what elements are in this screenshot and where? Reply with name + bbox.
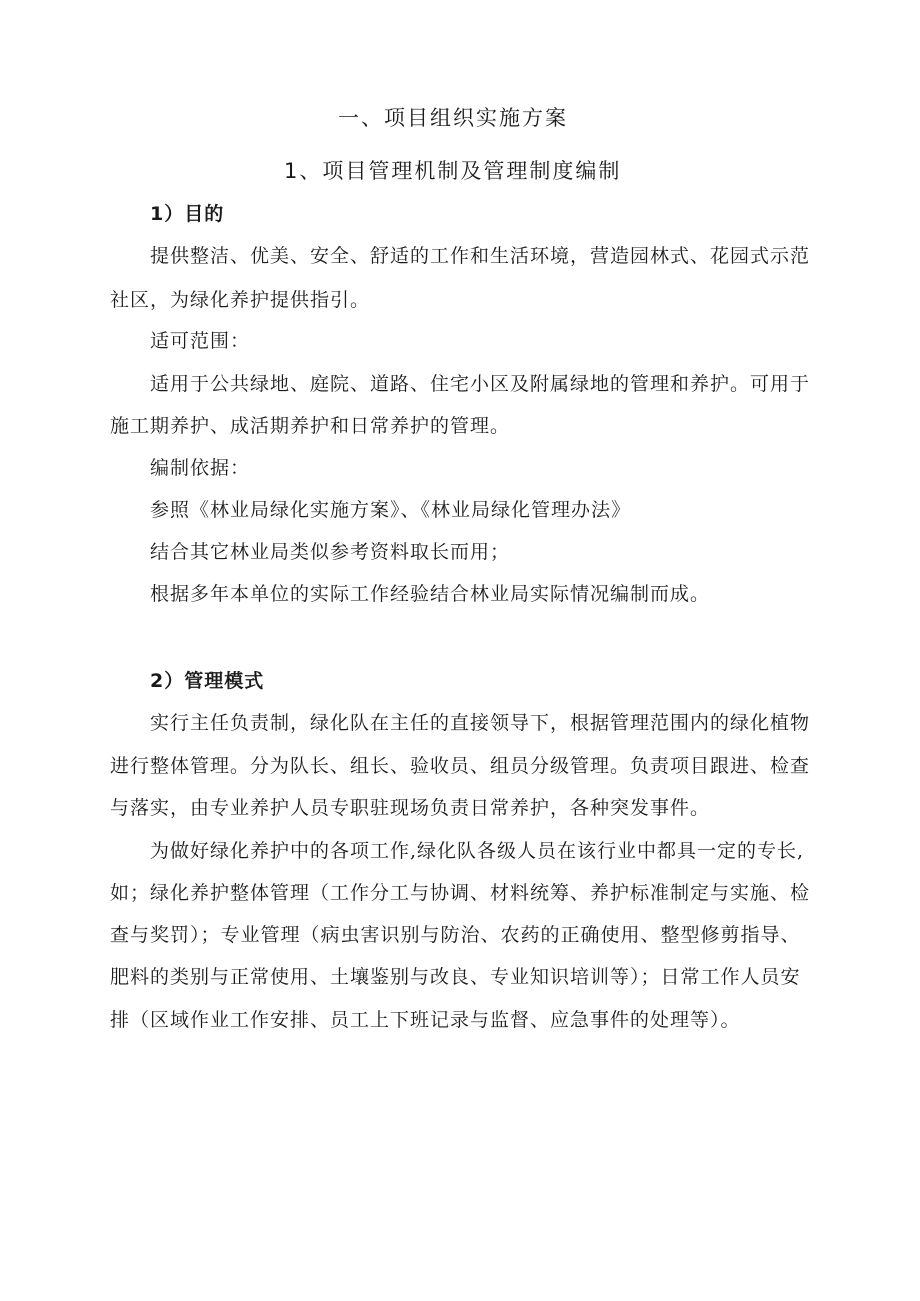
document-subtitle: 1、项目管理机制及管理制度编制 [284,159,622,183]
document-title: 一、项目组织实施方案 [338,106,568,130]
section2-heading: 2）管理模式 [150,670,265,692]
section1-line-3: 适可范围： [150,330,251,352]
section1-line-2: 社区，为绿化养护提供指引。 [110,289,371,311]
section1-line-7: 参照《林业局绿化实施方案》、《林业局绿化管理办法》 [150,499,632,521]
section1-line-9: 根据多年本单位的实际工作经验结合林业局实际情况编制而成。 [150,583,711,605]
section2-line-2: 进行整体管理。分为队长、组长、验收员、组员分级管理。负责项目跟进、检查 [110,755,811,777]
section1-line-1: 提供整洁、优美、安全、舒适的工作和生活环境，营造园林式、花园式示范 [150,245,811,267]
section2-line-7: 肥料的类别与正常使用、土壤鉴别与改良、专业知识培训等）；日常工作人员安 [110,966,801,988]
section2-line-4: 为做好绿化养护中的各项工作,绿化队各级人员在该行业中都具一定的专长, [150,840,805,862]
section1-heading: 1）目的 [150,203,225,225]
section2-line-8: 排（区域作业工作安排、员工上下班记录与监督、应急事件的处理等）。 [110,1009,741,1031]
section2-line-5: 如；绿化养护整体管理（工作分工与协调、材料统筹、养护标准制定与实施、检 [110,882,811,904]
section2-line-6: 查与奖罚）；专业管理（病虫害识别与防治、农药的正确使用、整型修剪指导、 [110,924,801,946]
section1-line-8: 结合其它林业局类似参考资料取长而用； [150,541,511,563]
section1-line-6: 编制依据： [150,457,251,479]
section1-line-4: 适用于公共绿地、庭院、道路、住宅小区及附属绿地的管理和养护。可用于 [150,373,811,395]
section2-line-1: 实行主任负责制，绿化队在主任的直接领导下，根据管理范围内的绿化植物 [150,712,811,734]
section1-line-5: 施工期养护、成活期养护和日常养护的管理。 [110,415,511,437]
section2-line-3: 与落实，由专业养护人员专职驻现场负责日常养护，各种突发事件。 [110,797,711,819]
